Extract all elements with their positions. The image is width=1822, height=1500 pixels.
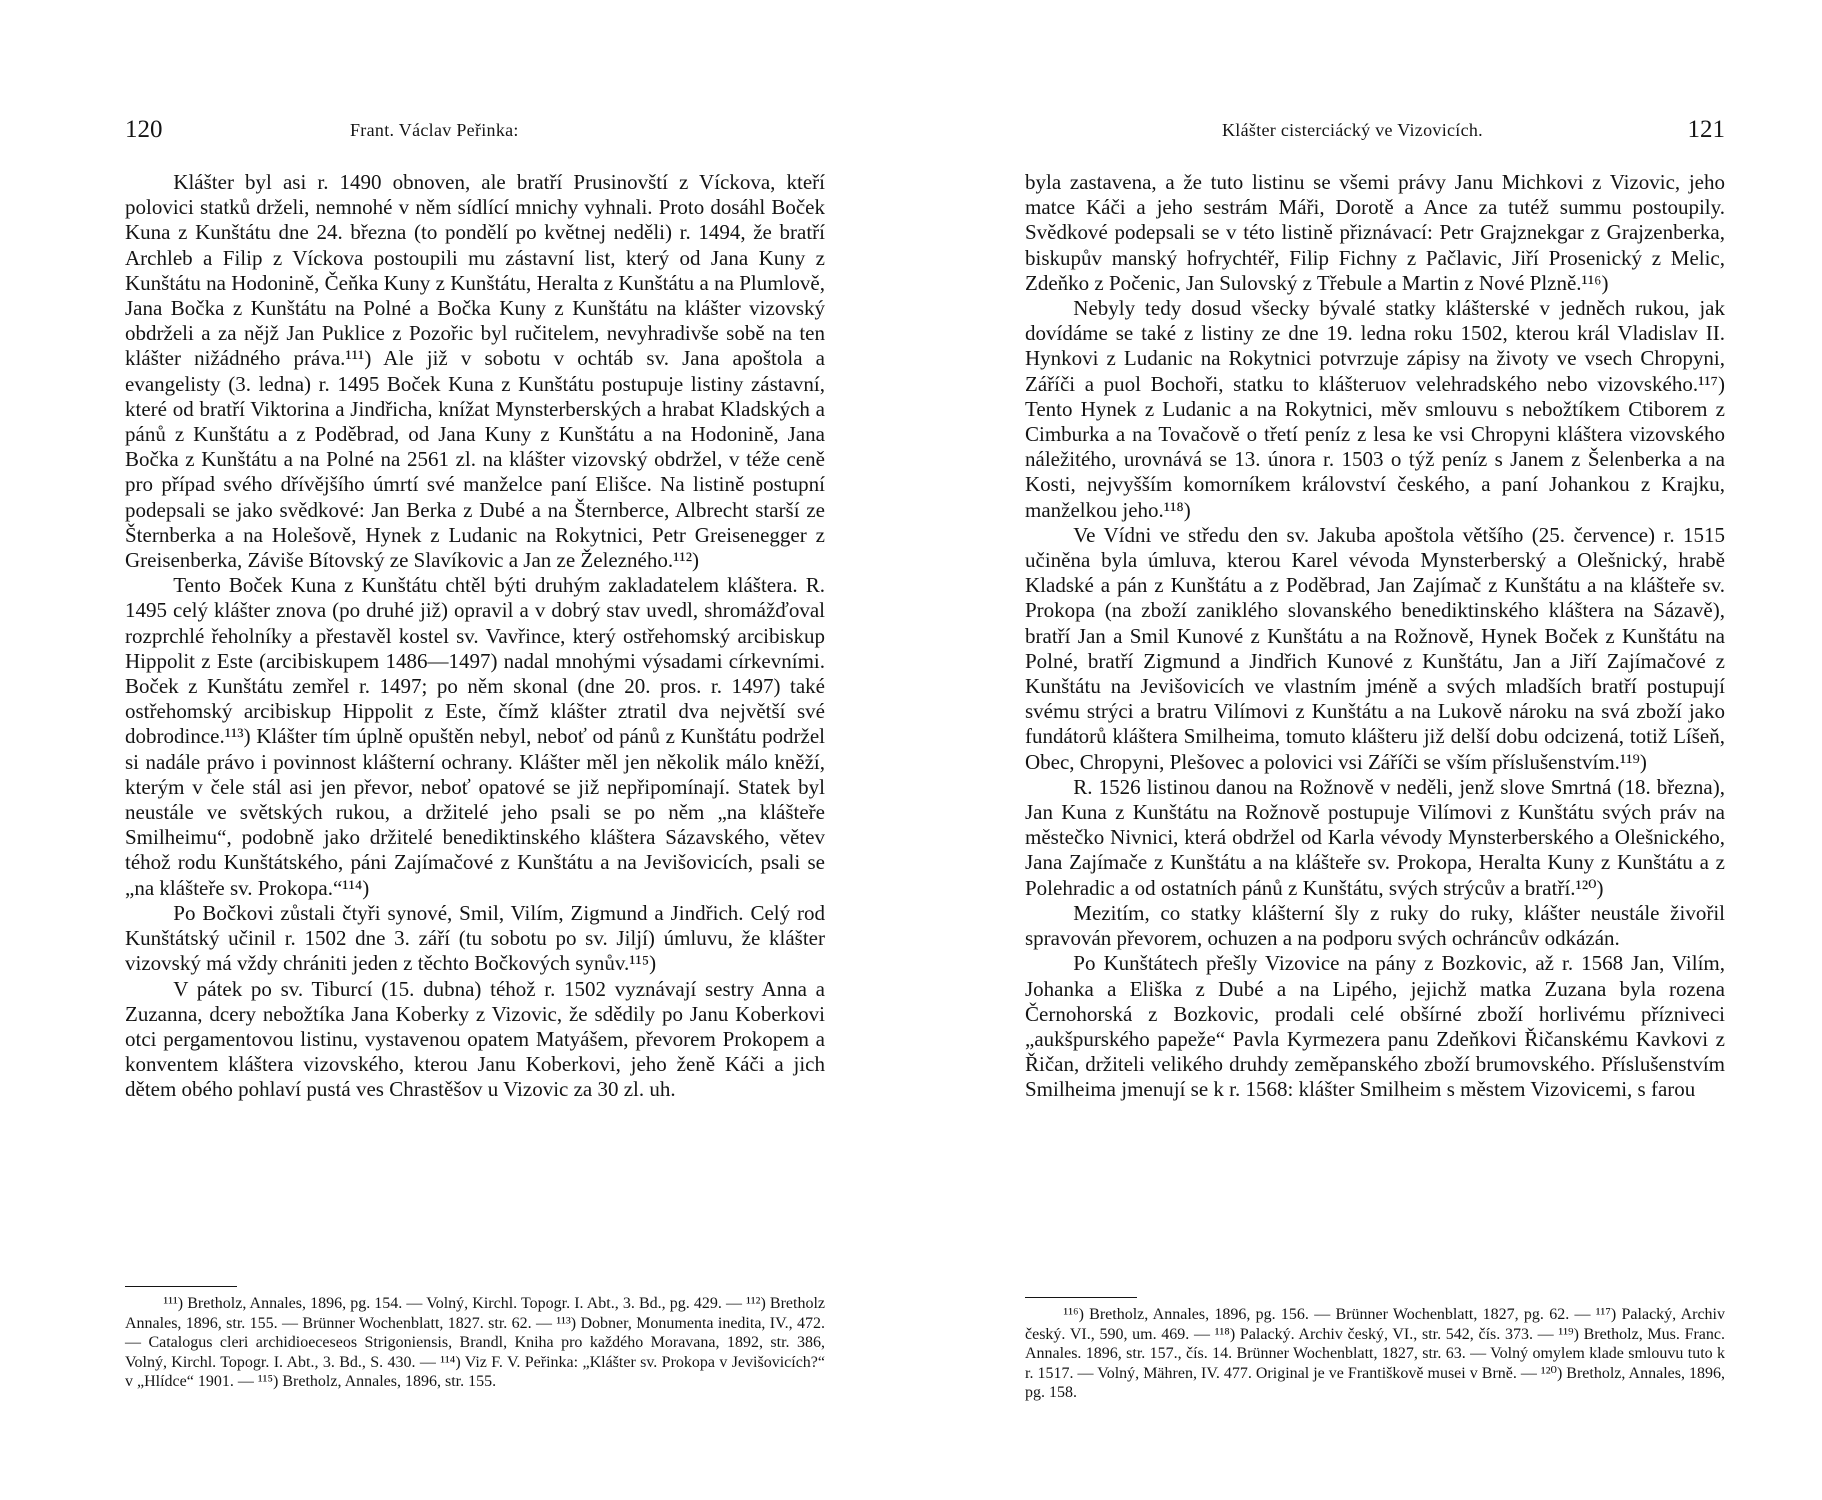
running-title: Frant. Václav Peřinka: xyxy=(350,120,519,140)
footnote-rule xyxy=(125,1286,237,1287)
footnotes xyxy=(125,1294,825,1392)
paragraph: Po Kunštátech přešly Vizovice na pány z Bozkovic, až r. 1568 Jan, Vilím, Johanka a Eliška z Dubé a na Lipého, jejichž matka Zuzana byla rozena Černohorská z Bozkovic, prodali celé obšírné zboží horlivému přízniveci „aukšpurského papeže“ Pavla Kyrmezera panu Zdeňkovi Řičanskému Kavkovi z Řičan, držiteli velikého druhdy zeměpanského zboží brumovského. Příslušenstvím Smilheima jmenují se k r. 1568: klášter Smilheim s městem Vizovicemi, s farou xyxy=(1025,951,1725,1102)
paragraph: V pátek po sv. Tiburcí (15. dubna) téhož r. 1502 vyznávají sestry Anna a Zuzanna, dcery nebožtíka Jana Koberky z Vizovic, že sdědily po Janu Koberkovi otci pergamentovou listinu, vystavenou opatem Matyášem, převorem Prokopem a konventem kláštera vizovského, kterou Janu Koberkovi, jeho ženě Káči a jich dětem obého pohlaví pustá ves Chrastěšov u Vizovic za 30 zl. uh. xyxy=(125,976,825,1102)
body-text xyxy=(1025,170,1725,1103)
paragraph: R. 1526 listinou danou na Rožnově v neděli, jenž slove Smrtná (18. března), Jan Kuna z Kunštátu na Rožnově postupuje Vilímovi z Kunštátu svých práv na městečko Nivnici, která obdržel od Karla vévody Mynsterberského a Olešnického, Jana Zajímače z Kunštátu a na klášteře sv. Prokopa, Heralta Kuny z Kunštátu a z Polehradic a od ostatních pánů z Kunštátu, svých strýcův a bratří.¹²⁰) xyxy=(1025,774,1725,900)
footnote: ¹¹⁶) Bretholz, Annales, 1896, pg. 156. — Brünner Wochenblatt, 1827, pg. 62. — ¹¹⁷) Palacký, Archiv český. VI., 590, um. 469. — ¹¹⁸) Palacký. Archiv český, VI., str. 542, čís. 373. — ¹¹⁹) Bretholz, Mus. Franc. Annales. 1896, str. 157., čís. 14. Brünner Wochenblatt, 1827, str. 63. — Volný omylem klade smlouvu tuto k r. 1517. — Volný, Mähren, IV. 477. Original je ve Františkově musei v Brně. — ¹²⁰) Bretholz, Annales, 1896, pg. 158. xyxy=(1025,1306,1725,1401)
paragraph: Klášter byl asi r. 1490 obnoven, ale bratří Prusinovští z Víckova, kteří polovici statků drželi, nemnohé v něm sídlící mnichy vyhnali. Proto dosáhl Boček Kuna z Kunštátu dne 24. března (to pondělí po květnej neděli) r. 1494, že bratří Archleb a Filip z Víckova postoupili mu zástavní list, který od Jana Kuny z Kunštátu na Hodonině, Čeňka Kuny z Kunštátu, Heralta z Kunštátu a na Plumlově, Jana Bočka z Kunštátu na Polné a Bočka Kuny z Kunštátu na klášter vizovský obdrželi a za nějž Jan Puklice z Pozořic byl ručitelem, nevyhradivše sobě na ten klášter nižádného práva.¹¹¹) Ale již v sobotu v ochtáb sv. Jana apoštola a evangelisty (3. ledna) r. 1495 Boček Kuna z Kunštátu postupuje listiny zástavní, které od bratří Viktorina a Jindřicha, knížat Mynsterberských a hrabat Kladských a pánů z Kunštátu a z Poděbrad, od Jana Kuny z Kunštátu a na Hodonině, Jana Bočka z Kunštátu a na Polné na 2561 zl. na klášter vizovský obdržel, v téže ceně pro případ svého dřívějšího úmrtí své manželce paní Elišce. Na listině postupní podepsali se jako svědkové: Jan Berka z Dubé a na Šternberce, Albrecht starší ze Šternberka a na Holešově, Hynek z Ludanic na Rokytnici, Petr Greisenegger z Greisenberka, Záviše Bítovský ze Slavíkovic a Jan ze Železného.¹¹²) xyxy=(125,170,825,573)
body-text xyxy=(125,170,825,1103)
paragraph: Nebyly tedy dosud všecky bývalé statky klášterské v jedněch rukou, jak dovídáme se také z listiny ze dne 19. ledna roku 1502, kterou král Vladislav II. Hynkovi z Ludanic na Rokytnici potvrzuje zápisy na životy ve vsech Chropyni, Záříči a puol Bochoři, statku to klášteruov velehradského nebo vizovského.¹¹⁷) Tento Hynek z Ludanic a na Rokytnici, měv smlouvu s nebožtíkem Ctiborem z Cimburka a na Tovačově o třetí peníz z lesa ke vsi Chropyni kláštera vizovského náležitého, urovnává se 13. února r. 1503 o týž peníz s Janem z Šelenberka a na Kosti, nejvyšším komorníkem království českého, a paní Johankou z Krajku, manželkou jeho.¹¹⁸) xyxy=(1025,296,1725,522)
paragraph: Tento Boček Kuna z Kunštátu chtěl býti druhým zakladatelem kláštera. R. 1495 celý klášter znova (po druhé již) opravil a v dobrý stav uvedl, shromážďoval rozprchlé řeholníky a přestavěl kostel sv. Vavřince, který ostřehomský arcibiskup Hippolit z Este (arcibiskupem 1486—1497) nadal mnohými výsadami církevními. Boček z Kunštátu zemřel r. 1497; po něm skonal (dne 20. pros. r. 1497) také ostřehomský arcibiskup Hippolit z Este, čímž klášter ztratil dva největší své dobrodince.¹¹³) Klášter tím úplně opuštěn nebyl, neboť od pánů z Kunštátu podržel si nadále právo i povinnost klášterní ochrany. Klášter měl jen několik málo kněží, kterým v čele stál asi jen převor, neboť opatové se již nepřipomínají. Statek byl neustále ve světských rukou, a držitelé jeho psali se po něm „na klášteře Smilheimu“, podobně jako držitelé benediktinského kláštera Sázavského, větev téhož rodu Kunštátského, páni Zajímačové z Kunštátu a na Jevišovicích, psali se „na klášteře sv. Prokopa.“¹¹⁴) xyxy=(125,573,825,900)
paragraph: Ve Vídni ve středu den sv. Jakuba apoštola většího (25. července) r. 1515 učiněna byla úmluva, kterou Karel vévoda Mynsterberský a Olešnický, hrabě Kladské a pán z Kunštátu a z Poděbrad, Jan Zajímač z Kunštátu a na klášteře sv. Prokopa (na zboží zaniklého slovanského benediktinského kláštera na Sázavě), bratří Jan a Smil Kunové z Kunštátu a na Rožnově, Hynek Boček z Kunštátu na Polné, bratří Zigmund a Jindřich Kunové z Kunštátu, Jan a Jiří Zajímačové z Kunštátu na Jevišovicích ve vlastním jméně a svých mladších bratří postupují svému strýci a bratru Vilímovi z Kunštátu a na Lukově nároku na svá zboží jako fundátorů kláštera Smilheima, tomuto klášteru již delší dobu odcizená, totiž Líšeň, Obec, Chropyni, Plešovec a polovici vsi Záříči se vším příslušenstvím.¹¹⁹) xyxy=(1025,522,1725,774)
running-head xyxy=(1025,116,1725,150)
running-title: Klášter cisterciácký ve Vizovicích. xyxy=(1222,120,1483,140)
running-head xyxy=(125,116,825,150)
paragraph: Mezitím, co statky klášterní šly z ruky do ruky, klášter neustále živořil spravován převorem, ochuzen a na podporu svých ochráncův odkázán. xyxy=(1025,900,1725,951)
footnote-rule xyxy=(1025,1297,1137,1298)
page-number: 120 xyxy=(125,116,163,143)
page-number: 121 xyxy=(1687,116,1725,143)
paragraph: Po Bočkovi zůstali čtyři synové, Smil, Vilím, Zigmund a Jindřich. Celý rod Kunštátský učinil r. 1502 dne 3. září (tu sobotu po sv. Jiljí) úmluvu, že klášter vizovský má vždy chrániti jeden z těchto Bočkových synův.¹¹⁵) xyxy=(125,900,825,976)
footnote: ¹¹¹) Bretholz, Annales, 1896, pg. 154. — Volný, Kirchl. Topogr. I. Abt., 3. Bd., pg. 429. — ¹¹²) Bretholz Annales, 1896, str. 155. — Brünner Wochenblatt, 1827. str. 62. — ¹¹³) Dobner, Monumenta inedita, IV., 472. — Catalogus cleri archidioeceseos Strigoniensis, Brandl, Kniha pro každého Moravana, 1892, str. 386, Volný, Kirchl. Topogr. I. Abt., 3. Bd., S. 430. — ¹¹⁴) Viz F. V. Peřinka: „Klášter sv. Prokopa v Jevišovicích?“ v „Hlídce“ 1901. — ¹¹⁵) Bretholz, Annales, 1896, str. 155. xyxy=(125,1295,825,1390)
footnotes xyxy=(1025,1305,1725,1403)
paragraph: byla zastavena, a že tuto listinu se všemi právy Janu Michkovi z Vizovic, jeho matce Káči a jeho sestrám Máři, Dorotě a Ance za tutéž summu postoupily. Svědkové podepsali se v této listině přiznávací: Petr Grajznekgar z Grajzenberka, biskupův manský hofrychtéř, Filip Fichny z Pačlavic, Jiří Prosenický z Melic, Zdeňko z Počenic, Jan Sulovský z Třebule a Martin z Nové Plzně.¹¹⁶) xyxy=(1025,170,1725,295)
